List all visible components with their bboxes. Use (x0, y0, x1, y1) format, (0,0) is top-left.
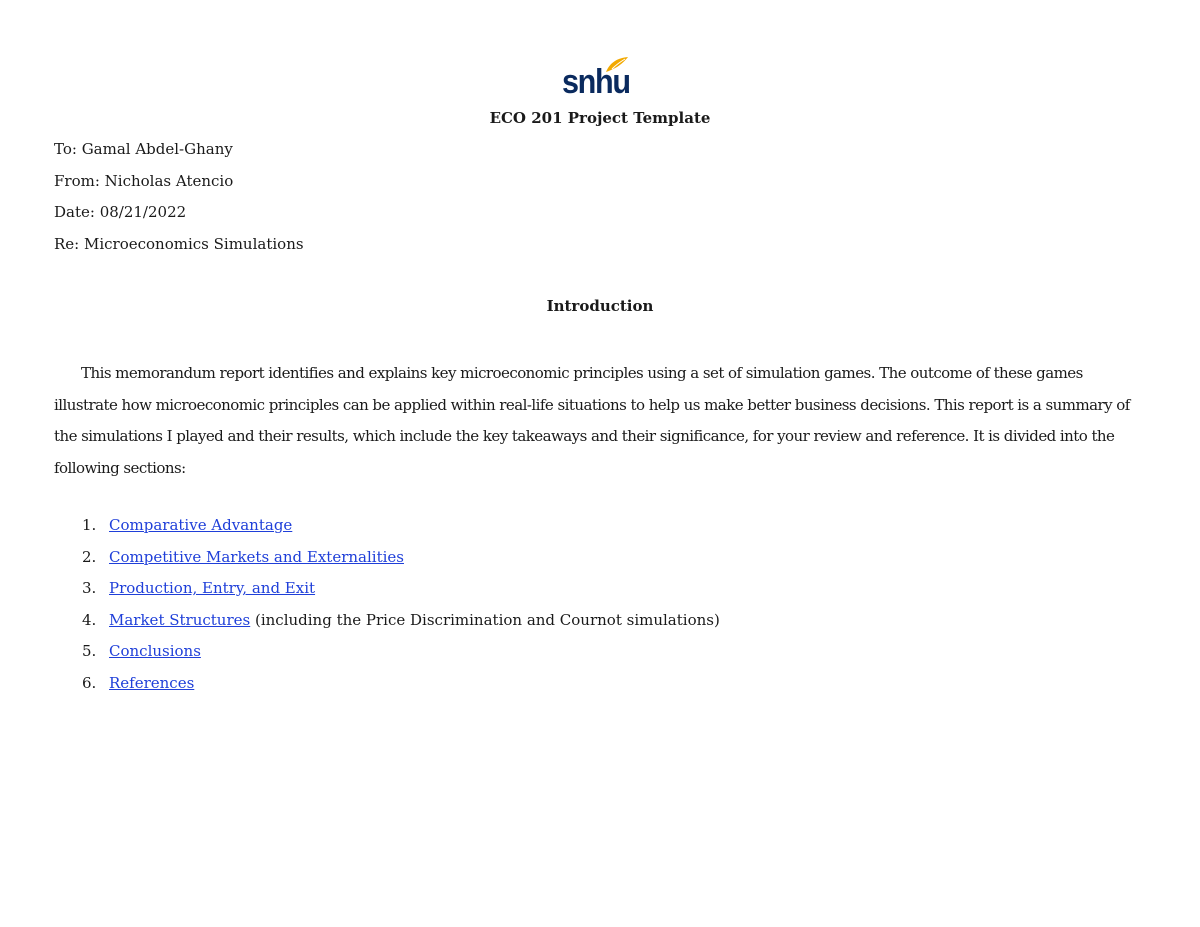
logo-wordmark: snhu (562, 63, 630, 101)
memo-re: Re: Microeconomics Simulations (54, 235, 304, 253)
toc-link-references[interactable]: References (109, 673, 195, 692)
toc-item-number: 5. (82, 642, 97, 660)
toc-link-market-structures[interactable]: Market Structures (109, 610, 251, 629)
toc-item-number: 6. (82, 673, 97, 692)
toc-item-number: 1. (82, 516, 97, 534)
toc-item-number: 3. (82, 579, 97, 597)
leaf-icon (602, 56, 630, 74)
intro-paragraph: This memorandum report identifies and explains key microeconomic principles using a set of simulation games. The outcome of these games illustrate how microeconomic principles can be applied within real-life situations to help us make better business decisions. This report is a summary of the simulations I played and their results, which include the key takeaways and their significance, for your review and reference. It is divided into the following sections: (54, 364, 1130, 477)
memo-date: Date: 08/21/2022 (54, 203, 187, 221)
snhu-logo (562, 56, 636, 104)
memo-to: To: Gamal Abdel-Ghany (54, 140, 233, 158)
toc-link-competitive-markets[interactable]: Competitive Markets and Externalities (109, 547, 404, 566)
toc-item-number: 2. (82, 547, 97, 566)
toc-item-suffix: (including the Price Discrimination and Cournot simulations) (250, 610, 720, 629)
document-title: ECO 201 Project Template (489, 109, 711, 127)
section-heading-introduction: Introduction (546, 297, 654, 315)
toc-item-number: 4. (82, 610, 97, 629)
toc-link-conclusions[interactable]: Conclusions (109, 642, 201, 660)
toc-link-comparative-advantage[interactable]: Comparative Advantage (109, 516, 293, 534)
memo-from: From: Nicholas Atencio (54, 172, 234, 190)
toc-link-production-entry-exit[interactable]: Production, Entry, and Exit (109, 579, 316, 597)
